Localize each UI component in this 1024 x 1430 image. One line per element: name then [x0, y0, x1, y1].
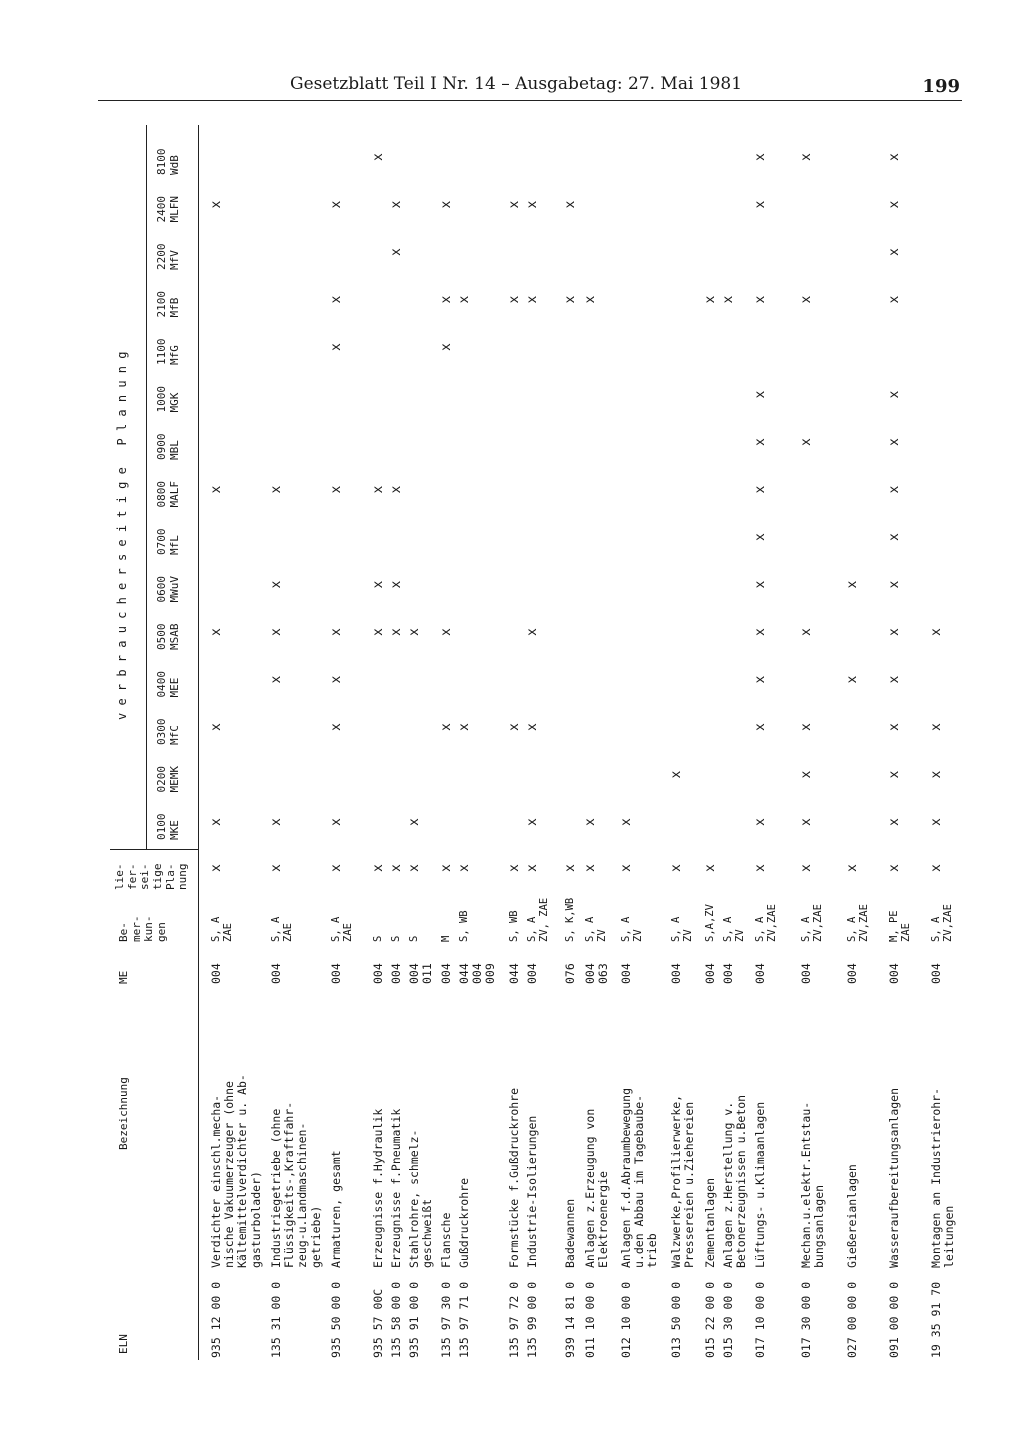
header-lieferseitige: lie- fer- sei- tige Pla- nung	[113, 863, 190, 890]
mark-cell-0900: x	[799, 438, 814, 446]
me-cell: 004	[209, 963, 223, 984]
mark-cell-0100: x	[407, 818, 422, 826]
me-cell: 004	[329, 963, 343, 984]
me-cell: 004	[887, 963, 901, 984]
lieferseitige-cell: x	[209, 864, 224, 872]
mark-cell-1100: x	[329, 343, 344, 351]
eln-cell: 935 91 00 0	[407, 1281, 421, 1358]
mark-cell-0500: x	[799, 628, 814, 636]
mark-cell-0800: x	[209, 485, 224, 494]
eln-cell: 017 30 00 0	[799, 1281, 813, 1358]
eln-cell: 013 50 00 0	[669, 1281, 683, 1358]
header-me: ME	[117, 970, 130, 984]
me-cell: 004	[703, 963, 717, 984]
mark-cell-0100: x	[887, 818, 902, 826]
mark-cell-0500: x	[439, 628, 454, 636]
rotated-table	[110, 125, 957, 1360]
mark-cell-2100: x	[329, 295, 344, 304]
mark-cell-2400: x	[439, 200, 454, 209]
lieferseitige-cell: x	[269, 864, 284, 872]
mark-cell-0200: x	[887, 770, 902, 779]
bemerkungen-cell: M, PE ZAE	[888, 910, 913, 942]
mark-cell-0300: x	[799, 723, 814, 731]
lieferseitige-cell: x	[329, 864, 344, 872]
mark-cell-2100: x	[457, 295, 472, 304]
ministry-header-8100: 8100 WdB	[155, 148, 181, 175]
bemerkungen-cell: S,A,ZV	[704, 904, 716, 942]
mark-cell-0500: x	[887, 628, 902, 636]
mark-cell-0800: x	[753, 485, 768, 494]
eln-cell: 935 50 00 0	[329, 1281, 343, 1358]
bemerkungen-cell: S, A ZV	[584, 916, 609, 942]
header-bemerkungen: Be- mer- kun- gen	[117, 915, 168, 942]
lieferseitige-cell: x	[407, 864, 422, 872]
header-rule	[198, 125, 199, 1360]
mark-cell-0500: x	[929, 628, 944, 636]
me-cell: 004	[269, 963, 283, 984]
mark-cell-0600: x	[845, 580, 860, 589]
ministry-header-0700: 0700 MfL	[155, 528, 181, 555]
mark-cell-0100: x	[329, 818, 344, 826]
mark-cell-0400: x	[269, 675, 284, 684]
bemerkungen-cell: S, A ZV,ZAE	[846, 904, 871, 942]
eln-cell: 135 31 00 0	[269, 1281, 283, 1358]
mark-cell-0800: x	[329, 485, 344, 494]
bemerkungen-cell: S, A ZAE	[330, 916, 355, 942]
ministry-header-0500: 0500 MSAB	[155, 623, 181, 650]
bezeichnung-cell: Anlagen z.Herstellung v. Betonerzeugnissen u.Beton	[721, 1094, 749, 1268]
lieferseitige-cell: x	[439, 864, 454, 872]
mark-cell-0100: x	[269, 818, 284, 826]
lieferseitige-cell: x	[669, 864, 684, 872]
mark-cell-0800: x	[389, 485, 404, 494]
bezeichnung-cell: Lüftungs- u.Klimaanlagen	[753, 1101, 767, 1268]
mark-cell-0100: x	[929, 818, 944, 826]
mark-cell-0400: x	[753, 675, 768, 684]
mark-cell-2100: x	[887, 295, 902, 304]
group-rule	[146, 125, 147, 850]
header-bezeichnung: Bezeichnung	[117, 1077, 130, 1150]
bezeichnung-cell: Erzeugnisse f.Pneumatik	[389, 1108, 403, 1268]
mark-cell-0700: x	[887, 533, 902, 541]
ministry-header-2400: 2400 MLFN	[155, 196, 181, 223]
mark-cell-0800: x	[269, 485, 284, 494]
mark-cell-0100: x	[753, 818, 768, 826]
mark-cell-2400: x	[525, 200, 540, 209]
bemerkungen-cell: S, A ZV,ZAE	[754, 904, 779, 942]
mark-cell-0800: x	[887, 485, 902, 494]
mark-cell-0100: x	[799, 818, 814, 826]
mark-cell-2100: x	[583, 295, 598, 304]
mark-cell-0100: x	[583, 818, 598, 826]
ministry-header-0900: 0900 MBL	[155, 433, 181, 460]
eln-cell: 015 30 00 0	[721, 1281, 735, 1358]
bezeichnung-cell: Formstücke f.Gußdruckrohre	[507, 1087, 521, 1268]
me-cell: 004	[669, 963, 683, 984]
bemerkungen-cell: S, A ZAE	[270, 916, 295, 942]
mark-cell-1100: x	[439, 343, 454, 351]
lieferseitige-cell: x	[583, 864, 598, 872]
ministry-header-2200: 2200 MfV	[155, 243, 181, 270]
bemerkungen-cell: S, K,WB	[564, 897, 576, 942]
bemerkungen-cell: S, A ZAE	[210, 916, 235, 942]
lieferseitige-cell: x	[845, 864, 860, 872]
ministry-header-0400: 0400 MEE	[155, 671, 181, 698]
vertical-rule-planung	[110, 849, 198, 850]
mark-cell-2400: x	[209, 200, 224, 209]
bemerkungen-cell: S, A ZV	[620, 916, 645, 942]
bemerkungen-cell: S	[372, 935, 384, 942]
mark-cell-0300: x	[929, 723, 944, 731]
mark-cell-0200: x	[799, 770, 814, 779]
me-cell: 004	[439, 963, 453, 984]
bezeichnung-cell: Montagen an Industrierohr- leitungen	[929, 1087, 957, 1268]
bezeichnung-cell: Stahlrohre, schmelz- geschweißt	[407, 1129, 435, 1268]
eln-cell: 091 00 00 0	[887, 1281, 901, 1358]
bemerkungen-cell: S, WB	[458, 910, 470, 942]
mark-cell-0300: x	[329, 723, 344, 731]
mark-cell-2100: x	[753, 295, 768, 304]
eln-cell: 939 14 81 0	[563, 1281, 577, 1358]
lieferseitige-cell: x	[371, 864, 386, 872]
mark-cell-0600: x	[887, 580, 902, 589]
mark-cell-0900: x	[887, 438, 902, 446]
bezeichnung-cell: Erzeugnisse f.Hydraulik	[371, 1108, 385, 1268]
eln-cell: 935 12 00 0	[209, 1281, 223, 1358]
lieferseitige-cell: x	[753, 864, 768, 872]
header-eln: ELN	[117, 1334, 130, 1354]
eln-cell: 935 57 00C	[371, 1288, 385, 1358]
lieferseitige-cell: x	[929, 864, 944, 872]
mark-cell-8100: x	[887, 153, 902, 161]
mark-cell-2100: x	[439, 295, 454, 304]
bezeichnung-cell: Anlagen f.d.Abraumbewegung u.den Abbau im Tagebaube- trieb	[619, 1087, 660, 1268]
mark-cell-0300: x	[525, 723, 540, 731]
mark-cell-0300: x	[887, 723, 902, 731]
mark-cell-2100: x	[525, 295, 540, 304]
mark-cell-0500: x	[371, 628, 386, 636]
eln-cell: 135 58 00 0	[389, 1281, 403, 1358]
lieferseitige-cell: x	[507, 864, 522, 872]
bemerkungen-cell: S, A ZV	[670, 916, 695, 942]
mark-cell-2400: x	[887, 200, 902, 209]
mark-cell-0200: x	[929, 770, 944, 779]
mark-cell-2100: x	[563, 295, 578, 304]
bezeichnung-cell: Verdichter einschl.mecha- nische Vakuumerzeuger (ohne Kältemittelverdichter u. Ab- gasturbolader)	[209, 1074, 263, 1268]
bemerkungen-cell: S, A ZV,ZAE	[800, 904, 825, 942]
mark-cell-8100: x	[753, 153, 768, 161]
lieferseitige-cell: x	[799, 864, 814, 872]
bezeichnung-cell: Gußdruckrohre	[457, 1177, 471, 1268]
lieferseitige-cell: x	[389, 864, 404, 872]
mark-cell-0100: x	[209, 818, 224, 826]
ministry-header-0600: 0600 MWuV	[155, 576, 181, 603]
mark-cell-0600: x	[753, 580, 768, 589]
bezeichnung-cell: Gießereianlagen	[845, 1164, 859, 1268]
lieferseitige-cell: x	[887, 864, 902, 872]
mark-cell-0400: x	[329, 675, 344, 684]
bezeichnung-cell: Wasseraufbereitungsanlagen	[887, 1087, 901, 1268]
eln-cell: 135 97 71 0	[457, 1281, 471, 1358]
mark-cell-0400: x	[887, 675, 902, 684]
ministry-header-0100: 0100 MKE	[155, 813, 181, 840]
me-cell: 004	[371, 963, 385, 984]
me-cell: 004	[721, 963, 735, 984]
ministry-header-0300: 0300 MfC	[155, 718, 181, 745]
mark-cell-0500: x	[209, 628, 224, 636]
mark-cell-8100: x	[799, 153, 814, 161]
mark-cell-0300: x	[753, 723, 768, 731]
page-title: Gesetzblatt Teil I Nr. 14 – Ausgabetag: 27. Mai 1981	[290, 74, 743, 94]
page-header	[98, 72, 962, 101]
mark-cell-0400: x	[845, 675, 860, 684]
mark-cell-8100: x	[371, 153, 386, 161]
ministry-header-2100: 2100 MfB	[155, 291, 181, 318]
mark-cell-0100: x	[619, 818, 634, 826]
me-cell: 044	[507, 963, 521, 984]
eln-cell: 135 99 00 0	[525, 1281, 539, 1358]
mark-cell-2100: x	[507, 295, 522, 304]
mark-cell-2400: x	[753, 200, 768, 209]
bemerkungen-cell: S, A ZV, ZAE	[526, 897, 551, 942]
bezeichnung-cell: Mechan.u.elektr.Entstau- bungsanlagen	[799, 1101, 827, 1268]
mark-cell-2100: x	[799, 295, 814, 304]
me-cell: 004	[929, 963, 943, 984]
mark-cell-0700: x	[753, 533, 768, 541]
bemerkungen-cell: S, WB	[508, 910, 520, 942]
mark-cell-0200: x	[669, 770, 684, 779]
me-cell: 004 063	[583, 963, 611, 984]
bemerkungen-cell: M	[440, 935, 452, 942]
mark-cell-0500: x	[753, 628, 768, 636]
mark-cell-0300: x	[507, 723, 522, 731]
mark-cell-0900: x	[753, 438, 768, 446]
me-cell: 004 011	[407, 963, 435, 984]
eln-cell: 027 00 00 0	[845, 1281, 859, 1358]
mark-cell-2100: x	[721, 295, 736, 304]
bemerkungen-cell: S	[390, 935, 402, 942]
ministry-header-0200: 0200 MEMK	[155, 766, 181, 793]
mark-cell-1000: x	[753, 390, 768, 399]
mark-cell-2200: x	[389, 248, 404, 256]
mark-cell-0500: x	[389, 628, 404, 636]
mark-cell-2100: x	[703, 295, 718, 304]
mark-cell-1000: x	[887, 390, 902, 399]
mark-cell-0300: x	[209, 723, 224, 731]
lieferseitige-cell: x	[703, 864, 718, 872]
mark-cell-2400: x	[563, 200, 578, 209]
eln-cell: 19 35 91 70	[929, 1281, 943, 1358]
mark-cell-0500: x	[269, 628, 284, 636]
ministry-header-1100: 1100 MfG	[155, 338, 181, 365]
eln-cell: 012 10 00 0	[619, 1281, 633, 1358]
bemerkungen-cell: S	[408, 935, 420, 942]
mark-cell-0500: x	[407, 628, 422, 636]
mark-cell-0300: x	[439, 723, 454, 731]
bemerkungen-cell: S, A ZV	[722, 916, 747, 942]
eln-cell: 011 10 00 0	[583, 1281, 597, 1358]
bezeichnung-cell: Industriegetriebe (ohne Flüssigkeits-,Kraftfahr- zeug-u.Landmaschinen- getriebe)	[269, 1101, 323, 1268]
ministry-header-0800: 0800 MALF	[155, 481, 181, 508]
mark-cell-0100: x	[525, 818, 540, 826]
me-cell: 004	[753, 963, 767, 984]
me-cell: 004	[525, 963, 539, 984]
eln-cell: 135 97 72 0	[507, 1281, 521, 1358]
me-cell: 004	[619, 963, 633, 984]
me-cell: 004	[389, 963, 403, 984]
mark-cell-2400: x	[389, 200, 404, 209]
me-cell: 004	[799, 963, 813, 984]
mark-cell-0500: x	[329, 628, 344, 636]
page-number: 199	[922, 76, 960, 97]
me-cell: 044 004 009	[457, 963, 498, 984]
me-cell: 004	[845, 963, 859, 984]
mark-cell-2200: x	[887, 248, 902, 256]
bemerkungen-cell: S, A ZV,ZAE	[930, 904, 955, 942]
mark-cell-2400: x	[507, 200, 522, 209]
mark-cell-0600: x	[389, 580, 404, 589]
header-verbraucherseitige: v e r b r a u c h e r s e i t i g e P l a n u n g	[115, 351, 129, 720]
eln-cell: 015 22 00 0	[703, 1281, 717, 1358]
bezeichnung-cell: Badewannen	[563, 1198, 577, 1268]
lieferseitige-cell: x	[619, 864, 634, 872]
bezeichnung-cell: Zementanlagen	[703, 1177, 717, 1268]
bezeichnung-cell: Armaturen, gesamt	[329, 1150, 343, 1268]
bezeichnung-cell: Walzwerke,Profilierwerke, Pressereien u.Ziehereien	[669, 1094, 697, 1268]
bezeichnung-cell: Anlagen z.Erzeugung von Elektroenergie	[583, 1108, 611, 1268]
lieferseitige-cell: x	[563, 864, 578, 872]
eln-cell: 017 10 00 0	[753, 1281, 767, 1358]
ministry-header-1000: 1000 MGK	[155, 386, 181, 413]
bezeichnung-cell: Industrie-Isolierungen	[525, 1115, 539, 1268]
mark-cell-0800: x	[371, 485, 386, 494]
eln-cell: 135 97 30 0	[439, 1281, 453, 1358]
me-cell: 076	[563, 963, 577, 984]
mark-cell-0600: x	[371, 580, 386, 589]
mark-cell-0300: x	[457, 723, 472, 731]
mark-cell-0500: x	[525, 628, 540, 636]
mark-cell-0600: x	[269, 580, 284, 589]
lieferseitige-cell: x	[525, 864, 540, 872]
mark-cell-2400: x	[329, 200, 344, 209]
bezeichnung-cell: Flansche	[439, 1212, 453, 1268]
lieferseitige-cell: x	[457, 864, 472, 872]
